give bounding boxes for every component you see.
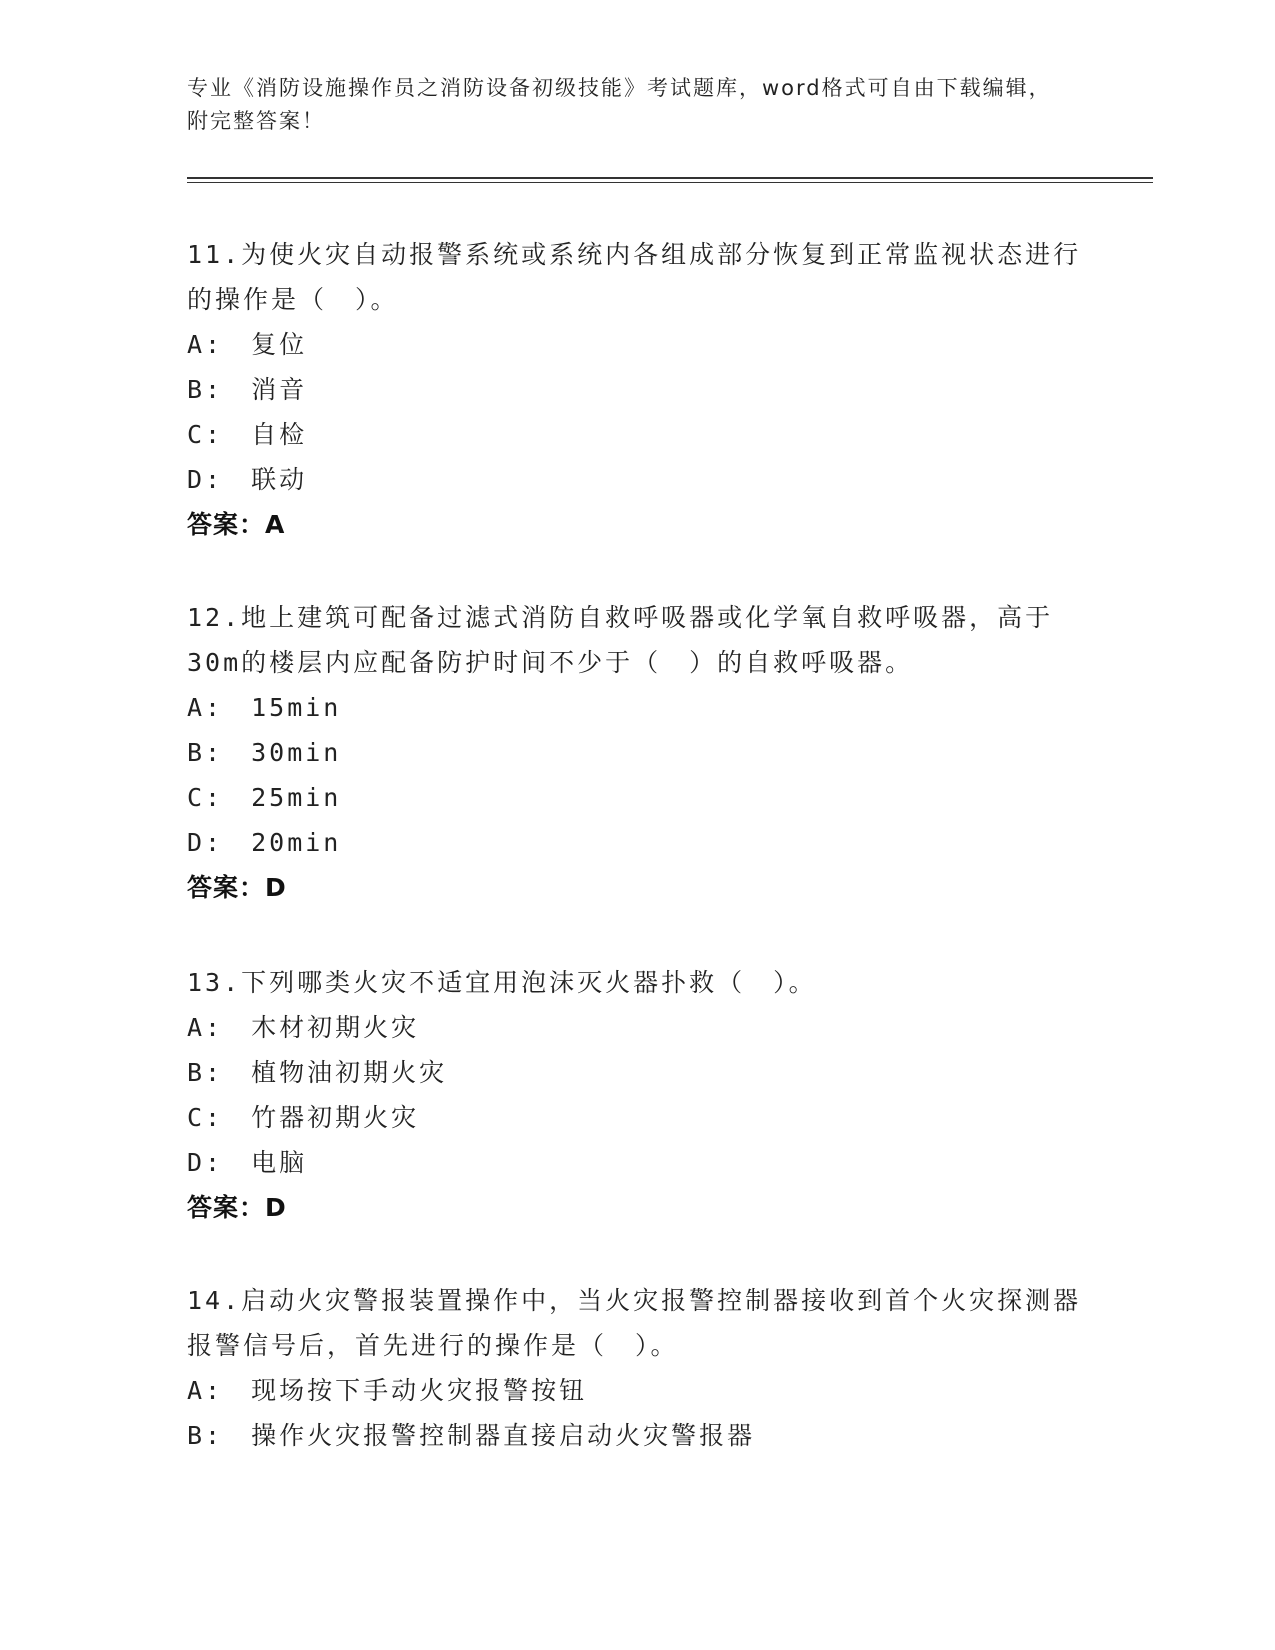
question-12 xyxy=(187,595,1087,910)
option-c: C: 自检 xyxy=(187,420,308,449)
question-13 xyxy=(187,960,1087,1230)
header-divider xyxy=(187,177,1153,179)
option-c: C: 竹器初期火灾 xyxy=(187,1103,420,1132)
answer: 答案：D xyxy=(187,1193,287,1222)
option-a: A: 现场按下手动火灾报警按钮 xyxy=(187,1376,588,1405)
answer: 答案：D xyxy=(187,873,287,902)
option-b: B: 操作火灾报警控制器直接启动火灾警报器 xyxy=(187,1421,756,1450)
question-11 xyxy=(187,232,1087,547)
answer: 答案：A xyxy=(187,510,286,539)
option-d: D: 电脑 xyxy=(187,1148,308,1177)
question-stem: 14.启动火灾警报装置操作中，当火灾报警控制器接收到首个火灾探测器报警信号后，首先进行的操作是（ ）。 xyxy=(187,1286,1082,1360)
option-b: B: 30min xyxy=(187,738,342,767)
option-d: D: 联动 xyxy=(187,465,308,494)
header-divider-thin xyxy=(187,182,1153,183)
question-stem: 12.地上建筑可配备过滤式消防自救呼吸器或化学氧自救呼吸器，高于30m的楼层内应配备防护时间不少于（ ）的自救呼吸器。 xyxy=(187,603,1054,677)
option-a: A: 15min xyxy=(187,693,342,722)
option-c: C: 25min xyxy=(187,783,342,812)
option-a: A: 木材初期火灾 xyxy=(187,1013,420,1042)
option-d: D: 20min xyxy=(187,828,342,857)
document-header: 专业《消防设施操作员之消防设备初级技能》考试题库，word格式可自由下载编辑，附完整答案！ xyxy=(187,76,1052,133)
question-stem: 13.下列哪类火灾不适宜用泡沫灭火器扑救（ ）。 xyxy=(187,968,817,997)
option-b: B: 消音 xyxy=(187,375,308,404)
option-b: B: 植物油初期火灾 xyxy=(187,1058,448,1087)
question-14 xyxy=(187,1278,1087,1458)
question-stem: 11.为使火灾自动报警系统或系统内各组成部分恢复到正常监视状态进行的操作是（ ）。 xyxy=(187,240,1082,314)
option-a: A: 复位 xyxy=(187,330,308,359)
